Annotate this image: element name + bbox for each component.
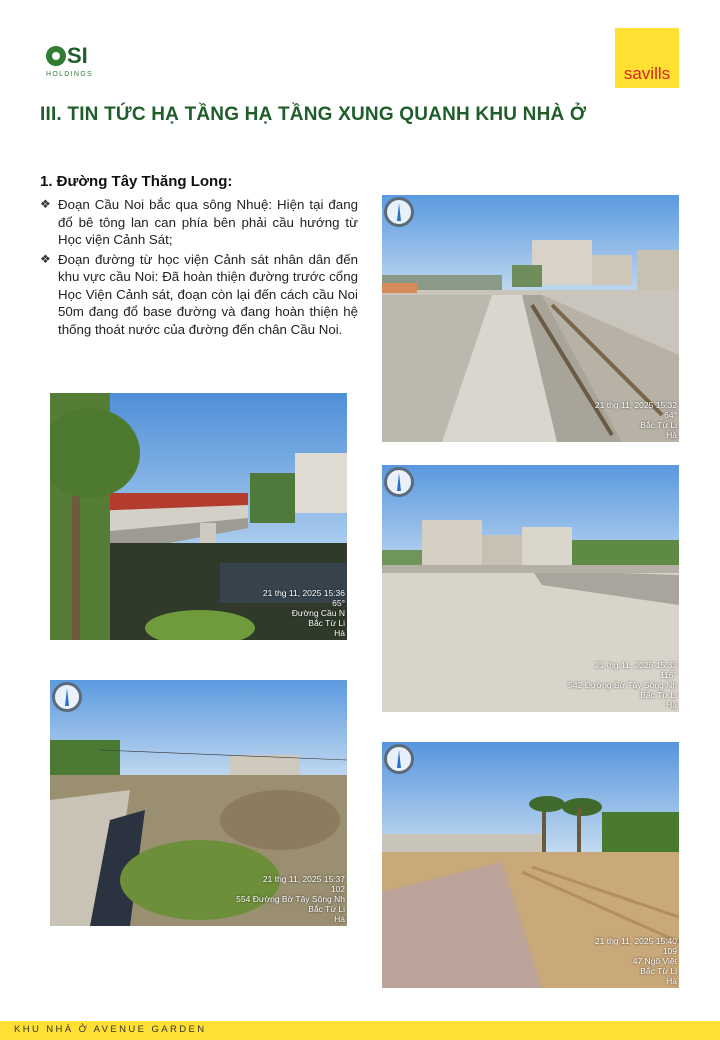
stamp-line: 21 thg 11, 2025 15:33 — [594, 660, 677, 670]
compass-icon — [384, 197, 414, 227]
stamp-line: Hà — [666, 700, 677, 710]
stamp-line: 554 Đường Bờ Tây Sông Nh — [236, 894, 345, 904]
photo-bridge — [50, 393, 347, 640]
photo-timestamp — [236, 874, 345, 924]
section-title: 1. Đường Tây Thăng Long: — [40, 173, 233, 190]
stamp-line: 21 thg 11, 2025 15:40 — [594, 936, 677, 946]
bullet-text: Đoạn đường từ học viện Cảnh sát nhân dân đến khu vực cầu Noi: Đã hoàn thiện đường trước cổng Học Viện Cảnh sát, đoạn còn lại đến cách cầu Noi 50m đang đổ base đường và đang hoàn thiện hệ thống thoát nước của đường đến chân Cầu Noi. — [58, 251, 358, 337]
page-title: III. TIN TỨC HẠ TẦNG HẠ TẦNG XUNG QUANH KHU NHÀ Ở — [40, 104, 587, 125]
stamp-line: 21 thg 11, 2025 15:37 — [262, 874, 345, 884]
stamp-line: Hà — [666, 976, 677, 986]
photo-timestamp — [595, 400, 677, 440]
photo-road-construction-2 — [382, 465, 679, 712]
photo-road-construction-1 — [382, 195, 679, 442]
compass-icon — [384, 744, 414, 774]
stamp-line: Bắc Từ Li — [640, 966, 677, 976]
stamp-line: Bắc Từ Li — [308, 904, 345, 914]
stamp-line: 21 thg 11, 2025 15:32 — [594, 400, 677, 410]
list-item — [40, 196, 358, 249]
stamp-line: 21 thg 11, 2025 15:36 — [262, 588, 345, 598]
photo-timestamp — [568, 660, 677, 710]
photo-timestamp — [263, 588, 345, 638]
stamp-line: Hà — [666, 430, 677, 440]
osi-o-icon — [46, 46, 66, 66]
footer-text: KHU NHÀ Ở AVENUE GARDEN — [14, 1024, 207, 1035]
stamp-line: 102 — [330, 884, 345, 894]
osi-logo-subtitle: HOLDINGS — [46, 71, 93, 78]
stamp-line: 47 Ngõ Việt — [632, 956, 677, 966]
stamp-line: 65° — [332, 598, 345, 608]
stamp-line: Hà — [334, 628, 345, 638]
compass-icon — [52, 682, 82, 712]
stamp-line: 64° — [664, 410, 677, 420]
savills-logo-text: savills — [623, 64, 671, 83]
stamp-line: Bắc Từ Li — [640, 420, 677, 430]
photo-field — [382, 742, 679, 988]
stamp-line: Hà — [334, 914, 345, 924]
bullet-list — [40, 196, 358, 340]
stamp-line: 109 — [662, 946, 677, 956]
osi-logo-mark — [46, 44, 106, 68]
stamp-line: Bắc Từ Li — [640, 690, 677, 700]
list-item — [40, 251, 358, 339]
photo-timestamp — [595, 936, 677, 986]
stamp-line: 542 Đường Bờ Tây Sông Nh — [568, 680, 677, 690]
bullet-text: Đoạn Cầu Noi bắc qua sông Nhuệ: Hiện tại đang đổ bê tông lan can phía bên phải cầu hướng từ Học viện Cảnh Sát; — [58, 197, 358, 247]
photo-canal — [50, 680, 347, 926]
stamp-line: Bắc Từ Li — [308, 618, 345, 628]
savills-logo — [615, 28, 679, 88]
compass-icon — [384, 467, 414, 497]
stamp-line: Đường Cầu N — [291, 608, 345, 618]
stamp-line: 116° — [660, 670, 677, 680]
osi-holdings-logo — [46, 44, 106, 82]
page-footer — [0, 1021, 720, 1040]
osi-logo-letters: SI — [67, 43, 88, 68]
diamond-bullet-icon: ❖ — [40, 251, 51, 266]
diamond-bullet-icon: ❖ — [40, 197, 51, 211]
